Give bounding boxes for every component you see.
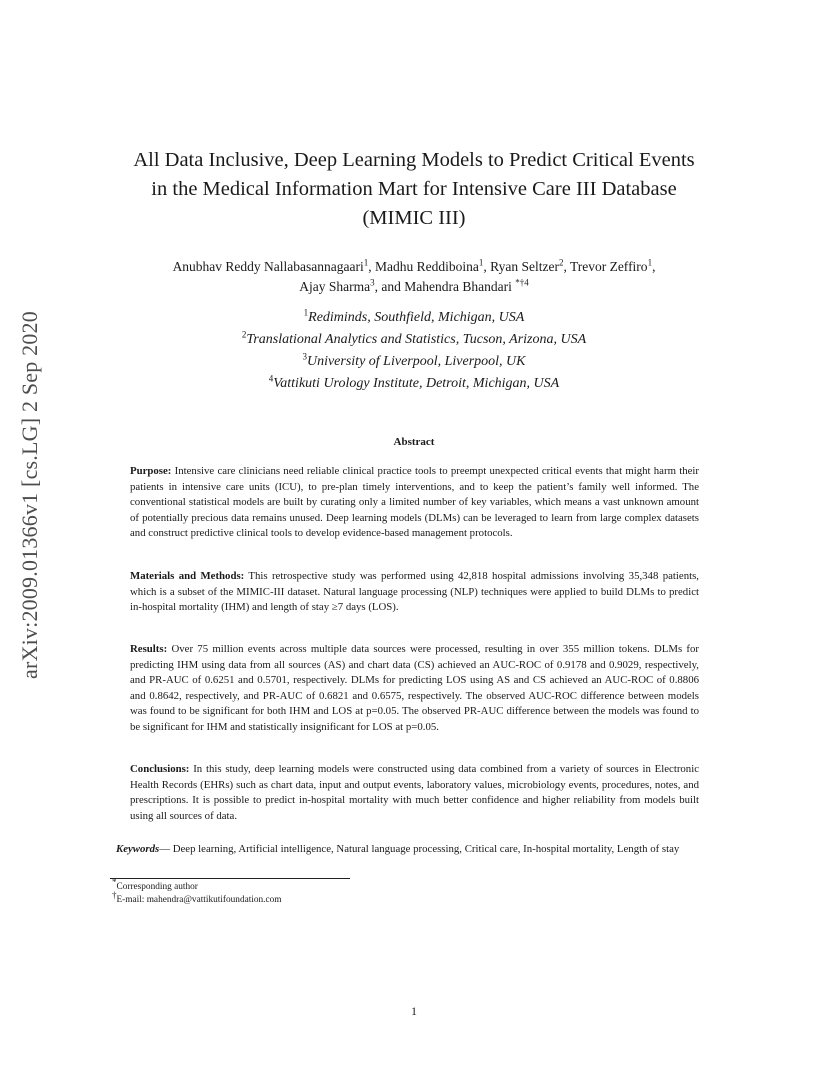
author-name: , Ryan Seltzer xyxy=(483,259,559,274)
affiliation xyxy=(60,329,768,351)
affiliation xyxy=(60,307,768,329)
author-line-2 xyxy=(60,277,768,297)
affiliation-text: Vattikuti Urology Institute, Detroit, Michigan, USA xyxy=(273,376,560,391)
arxiv-identifier: arXiv:2009.01366v1 [cs.LG] 2 Sep 2020 xyxy=(17,311,42,679)
footnote-mark: * xyxy=(112,876,117,887)
author-name: Anubhav Reddy Nallabasannagaari xyxy=(172,259,364,274)
footnote xyxy=(110,876,282,894)
abstract-results xyxy=(130,642,699,735)
author-name: , Trevor Zeffiro xyxy=(563,259,648,274)
author-separator: , xyxy=(652,259,656,274)
section-text: Over 75 million events across multiple data sources were processed, resulting in over 355 million tokens. DLMs for predicting IHM using data from all sources (AS) and chart data (CS) achieved an AUC-ROC of 0.9178 and 0.9029, respectively, and PR-AUC of 0.6251 and 0.5701, respectively. DLMs for predicting LOS using AS and CS achieved an AUC-ROC of 0.8806 and 0.8642, respectively, and PR-AUC of 0.6821 and 0.6575, respectively. The observed AUC-ROC difference between models was found to be significant for both IHM and LOS at p=0.05. The observed PR-AUC difference between the models was found to be significant for IHM and statistically insignificant for LOS at p=0.05. xyxy=(130,643,699,733)
affiliation-text: Translational Analytics and Statistics, Tucson, Arizona, USA xyxy=(246,332,587,347)
affiliation-number: 4 xyxy=(268,373,274,384)
author-name: , Madhu Reddiboina xyxy=(368,259,479,274)
author-affiliation-mark: 1 xyxy=(647,257,653,268)
section-label: Purpose: xyxy=(130,465,172,477)
footnote-text: E-mail: mahendra@vattikutifoundation.com xyxy=(116,895,282,905)
author-list xyxy=(60,257,768,297)
affiliation-list xyxy=(60,307,768,395)
author-affiliation-mark: *†4 xyxy=(515,277,529,288)
title-line-1: All Data Inclusive, Deep Learning Models to Predict Critical Events xyxy=(133,149,695,171)
section-text: This retrospective study was performed using 42,818 hospital admissions involving 35,348 patients, which is a subset of the MIMIC-III dataset. Natural language processing (NLP) techniques were applied to build DLMs to predict in-hospital mortality (IHM) and length of stay ≥7 days (LOS). xyxy=(130,570,699,613)
affiliation-number: 2 xyxy=(241,329,247,340)
title-line-2: in the Medical Information Mart for Intensive Care III Database xyxy=(151,178,677,200)
abstract-methods xyxy=(130,569,699,616)
affiliation-text: Rediminds, Southfield, Michigan, USA xyxy=(308,310,525,325)
footnotes xyxy=(110,876,282,907)
affiliation-number: 3 xyxy=(302,351,307,362)
section-text: In this study, deep learning models were constructed using data combined from a variety of sources in Electronic Health Records (EHRs) such as chart data, input and output events, laboratory values, microbiology events, procedures, notes, and prescriptions. It is possible to predict in-hospital mortality with much better confidence and higher reliability from models built using all sources of data. xyxy=(130,763,699,822)
page-number: 1 xyxy=(411,1004,417,1018)
author-affiliation-mark: 2 xyxy=(558,257,564,268)
keywords-dash: — xyxy=(159,843,173,855)
author-name: Ajay Sharma xyxy=(299,279,371,294)
keywords-text: Deep learning, Artificial intelligence, Natural language processing, Critical care, In-hospital mortality, Length of stay xyxy=(172,843,680,855)
author-affiliation-mark: 1 xyxy=(363,257,369,268)
author-name: , and Mahendra Bhandari xyxy=(374,279,516,294)
footnote xyxy=(110,889,282,907)
footnote-rule xyxy=(110,878,350,879)
section-label: Materials and Methods: xyxy=(130,570,245,582)
affiliation xyxy=(60,373,768,395)
author-affiliation-mark: 3 xyxy=(370,277,375,288)
footnote-mark: † xyxy=(112,889,117,900)
keywords xyxy=(110,842,734,858)
arxiv-sidebar xyxy=(10,245,50,745)
footnote-text: Corresponding author xyxy=(116,882,198,892)
affiliation-number: 1 xyxy=(303,307,309,318)
section-text: Intensive care clinicians need reliable clinical practice tools to preempt unexpected critical events that might harm their patients in intensive care units (ICU), to pre-plan timely interventions, and to keep the patient’s family well informed. The conventional statistical models are built by curating only a limited number of key variables, which means a vast unknown amount of potentially precious data remains unused. Deep learning models (DLMs) can be leveraged to learn from large complex datasets and construct predictive clinical tools to develop evidence-based management protocols. xyxy=(130,465,699,539)
abstract-purpose xyxy=(130,464,699,542)
author-line-1 xyxy=(60,257,768,277)
author-affiliation-mark: 1 xyxy=(478,257,484,268)
abstract-heading: Abstract xyxy=(393,436,435,448)
section-label: Conclusions: xyxy=(130,763,190,775)
keywords-label: Keywords xyxy=(116,843,160,855)
affiliation-text: University of Liverpool, Liverpool, UK xyxy=(306,354,526,369)
paper-title xyxy=(60,146,768,233)
affiliation xyxy=(60,351,768,373)
section-label: Results: xyxy=(130,643,168,655)
abstract-conclusions xyxy=(130,762,699,824)
title-line-3: (MIMIC III) xyxy=(362,207,466,229)
